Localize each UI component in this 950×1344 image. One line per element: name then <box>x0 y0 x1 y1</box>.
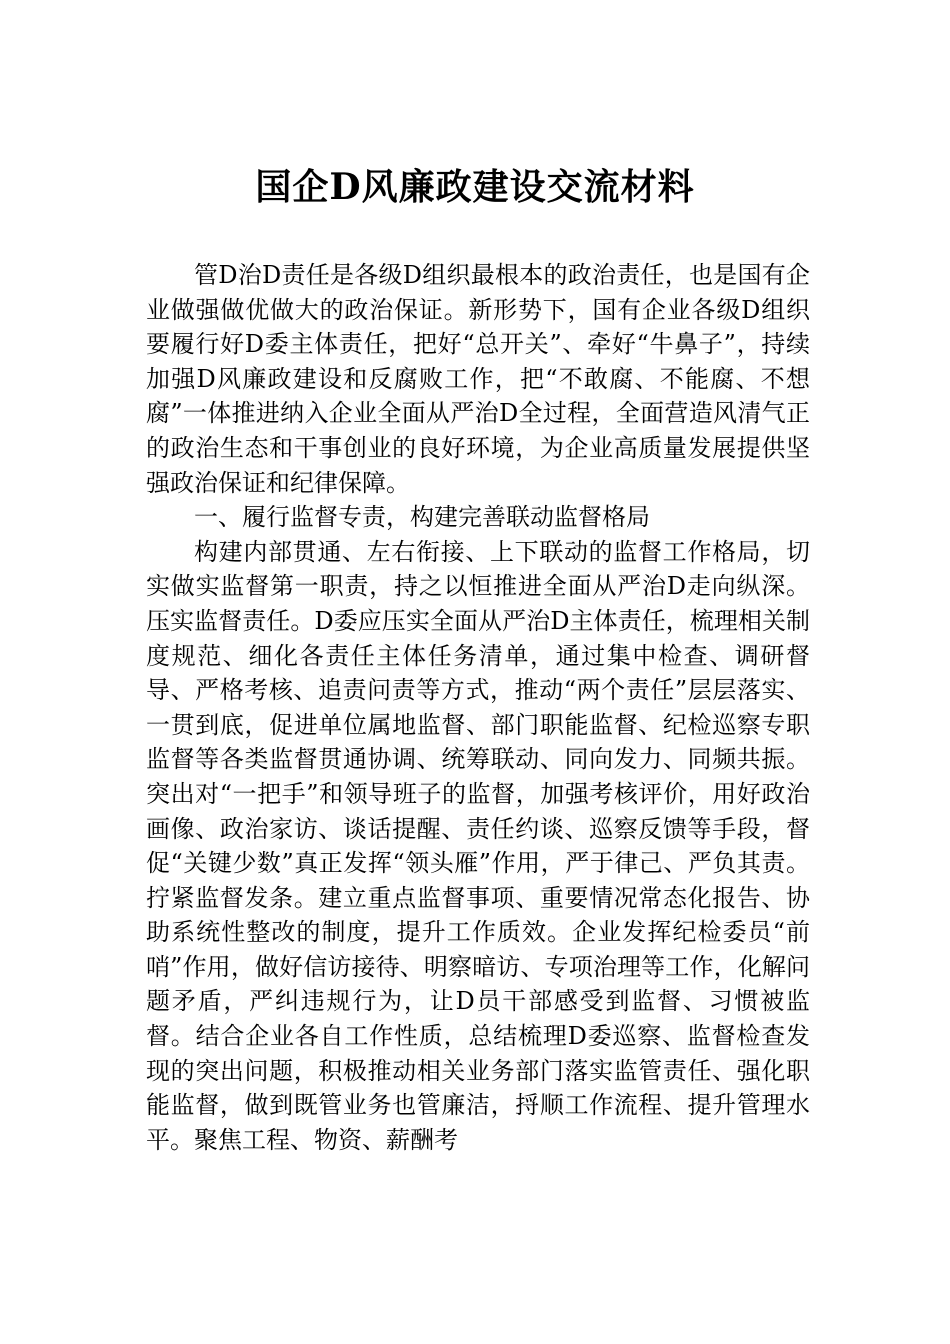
section-1-heading: 一、履行监督专责，构建完善联动监督格局 <box>194 503 650 532</box>
document-body <box>146 258 810 1157</box>
document-title: 国企D风廉政建设交流材料 <box>255 166 695 208</box>
section-1-paragraph: 构建内部贯通、左右衔接、上下联动的监督工作格局，切实做实监督第一职责，持之以恒推进全面从严治D走向纵深。压实监督责任。D委应压实全面从严治D主体责任，梳理相关制度规范、细化各责任主体任务清单，通过集中检查、调研督导、严格考核、追责问责等方式，推动“两个责任”层层落实、一贯到底，促进单位属地监督、部门职能监督、纪检巡察专职监督等各类监督贯通协调、统筹联动、同向发力、同频共振。突出对“一把手”和领导班子的监督，加强考核评价，用好政治画像、政治家访、谈话提醒、责任约谈、巡察反馈等手段，督促“关键少数”真正发挥“领头雁”作用，严于律己、严负其责。拧紧监督发条。建立重点监督事项、重要情况常态化报告、协助系统性整改的制度，提升工作质效。企业发挥纪检委员“前哨”作用，做好信访接待、明察暗访、专项治理等工作，化解问题矛盾，严纠违规行为，让D员干部感受到监督、习惯被监督。结合企业各自工作性质，总结梳理D委巡察、监督检查发现的突出问题，积极推动相关业务部门落实监管责任、强化职能监督，做到既管业务也管廉洁，捋顺工作流程、提升管理水平。聚焦工程、物资、薪酬考 <box>146 537 810 1154</box>
intro-paragraph: 管D治D责任是各级D组织最根本的政治责任，也是国有企业做强做优做大的政治保证。新形势下，国有企业各级D组织要履行好D委主体责任，把好“总开关”、牵好“牛鼻子”，持续加强D风廉政建设和反腐败工作，把“不敢腐、不能腐、不想腐”一体推进纳入企业全面从严治D全过程，全面营造风清气正的政治生态和干事创业的良好环境，为企业高质量发展提供坚强政治保证和纪律保障。 <box>146 261 810 497</box>
